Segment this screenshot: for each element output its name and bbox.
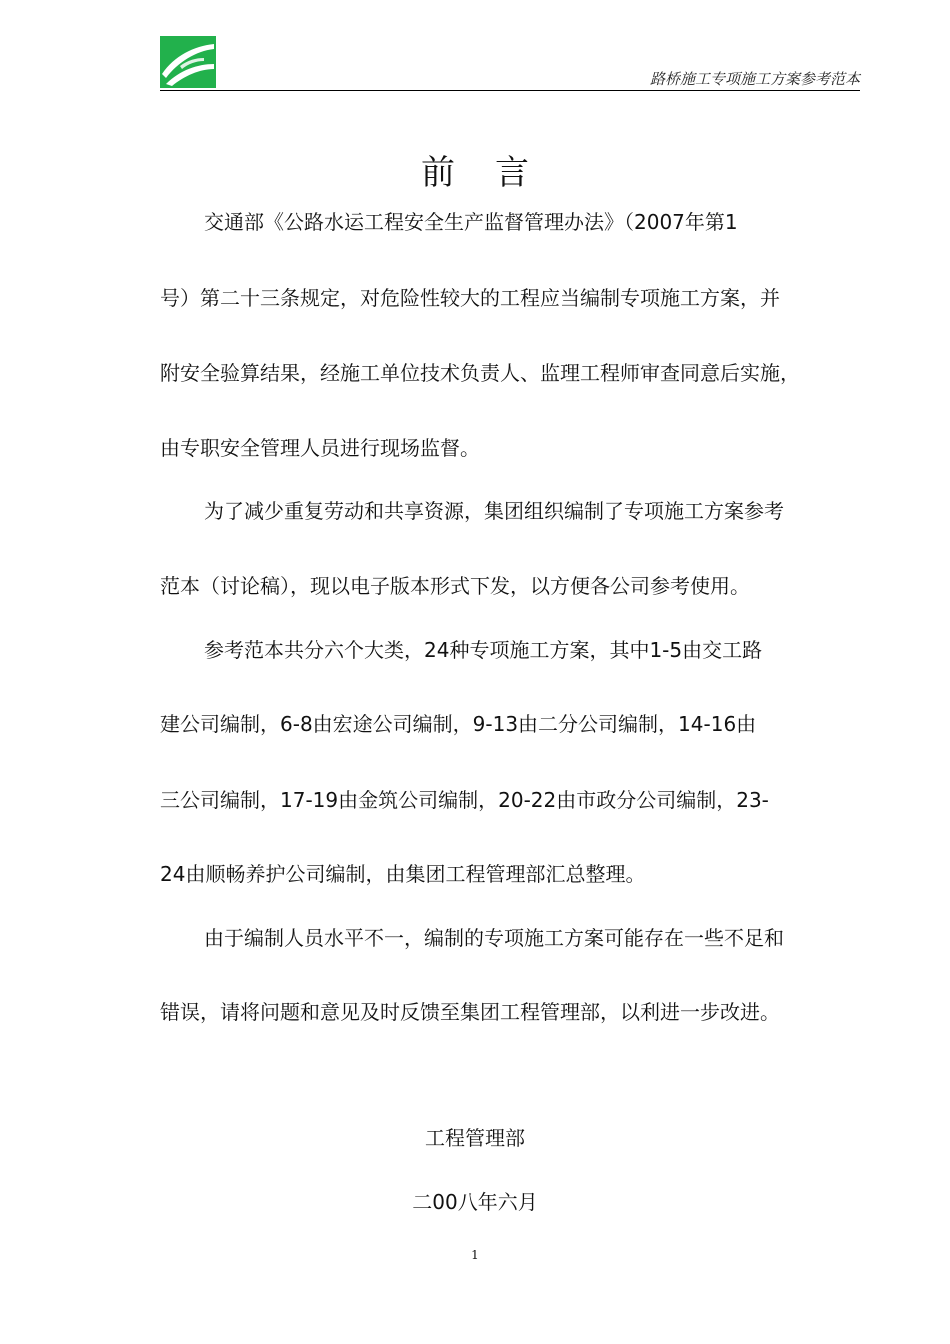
signature-department: 工程管理部 xyxy=(425,1126,525,1150)
paragraph-line: 附安全验算结果，经施工单位技术负责人、监理工程师审查同意后实施， xyxy=(160,361,800,385)
header-doc-title: 路桥施工专项施工方案参考范本 xyxy=(649,70,860,88)
paragraph-line: 错误，请将问题和意见及时反馈至集团工程管理部，以利进一步改进。 xyxy=(160,1000,780,1024)
paragraph-line: 为了减少重复劳动和共享资源，集团组织编制了专项施工方案参考 xyxy=(204,499,784,523)
paragraph-line: 由专职安全管理人员进行现场监督。 xyxy=(160,436,480,460)
signature-date: 二00八年六月 xyxy=(412,1190,538,1214)
paragraph-line: 建公司编制，6-8由宏途公司编制，9-13由二分公司编制，14-16由 xyxy=(160,712,757,736)
page-title: 前言 xyxy=(421,153,569,193)
company-logo-icon xyxy=(160,36,216,88)
paragraph-line: 范本（讨论稿），现以电子版本形式下发，以方便各公司参考使用。 xyxy=(160,574,750,598)
header-divider xyxy=(160,90,860,91)
paragraph-line: 由于编制人员水平不一，编制的专项施工方案可能存在一些不足和 xyxy=(204,926,784,950)
paragraph-line: 三公司编制，17-19由金筑公司编制，20-22由市政分公司编制，23- xyxy=(160,788,769,812)
page-number: 1 xyxy=(471,1248,479,1262)
paragraph-line: 24由顺畅养护公司编制，由集团工程管理部汇总整理。 xyxy=(160,862,646,886)
paragraph-line: 号）第二十三条规定，对危险性较大的工程应当编制专项施工方案，并 xyxy=(160,286,780,310)
paragraph-line: 参考范本共分六个大类，24种专项施工方案，其中1-5由交工路 xyxy=(204,638,763,662)
paragraph-line: 交通部《公路水运工程安全生产监督管理办法》（2007年第1 xyxy=(204,210,738,234)
